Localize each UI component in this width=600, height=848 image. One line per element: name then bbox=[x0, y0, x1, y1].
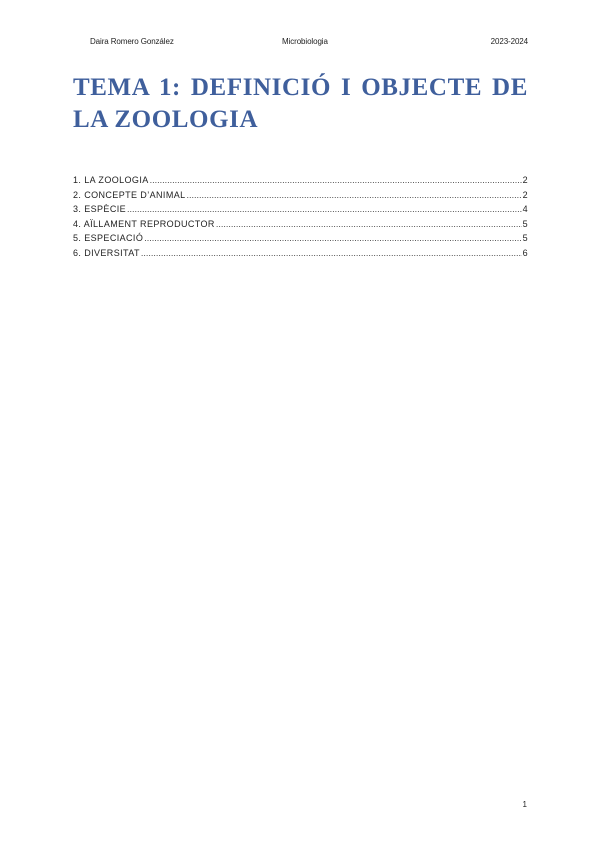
toc-entry-diversitat[interactable] bbox=[73, 246, 528, 261]
table-of-contents bbox=[73, 173, 528, 260]
header-subject: Microbiologia bbox=[282, 37, 328, 46]
toc-entry-label: 3. ESPÈCIE bbox=[73, 204, 127, 214]
toc-entry-page: 4 bbox=[522, 204, 528, 214]
toc-dot-leader bbox=[144, 231, 521, 246]
toc-entry-concepte-animal[interactable] bbox=[73, 188, 528, 203]
toc-entry-especie[interactable] bbox=[73, 202, 528, 217]
toc-dot-leader bbox=[150, 173, 522, 188]
header-year: 2023-2024 bbox=[490, 37, 528, 46]
toc-entry-label: 6. DIVERSITAT bbox=[73, 247, 140, 258]
toc-entry-label: 2. CONCEPTE D’ANIMAL bbox=[73, 189, 186, 200]
toc-dot-leader bbox=[187, 188, 522, 203]
toc-entry-page: 5 bbox=[522, 233, 528, 243]
toc-entry-label: 5. ESPECIACIÓ bbox=[73, 233, 144, 243]
toc-entry-la-zoologia[interactable] bbox=[73, 173, 528, 188]
toc-entry-page: 5 bbox=[522, 218, 528, 229]
toc-entry-page: 6 bbox=[522, 247, 528, 258]
toc-dot-leader bbox=[127, 202, 522, 217]
toc-dot-leader bbox=[141, 246, 522, 261]
toc-entry-page: 2 bbox=[522, 189, 528, 200]
document-title: TEMA 1: DEFINICIÓ I OBJECTE DE LA ZOOLOGIA bbox=[73, 74, 528, 133]
toc-entry-label: 1. LA ZOOLOGIA bbox=[73, 175, 149, 185]
toc-entry-especiacio[interactable] bbox=[73, 231, 528, 246]
page-number: 1 bbox=[522, 800, 527, 809]
header-author: Daira Romero González bbox=[90, 37, 174, 46]
toc-dot-leader bbox=[216, 217, 522, 232]
page-header bbox=[90, 37, 528, 49]
toc-entry-page: 2 bbox=[522, 175, 528, 185]
toc-entry-label: 4. AÏLLAMENT REPRODUCTOR bbox=[73, 218, 215, 229]
toc-entry-aillament-reproductor[interactable] bbox=[73, 217, 528, 232]
